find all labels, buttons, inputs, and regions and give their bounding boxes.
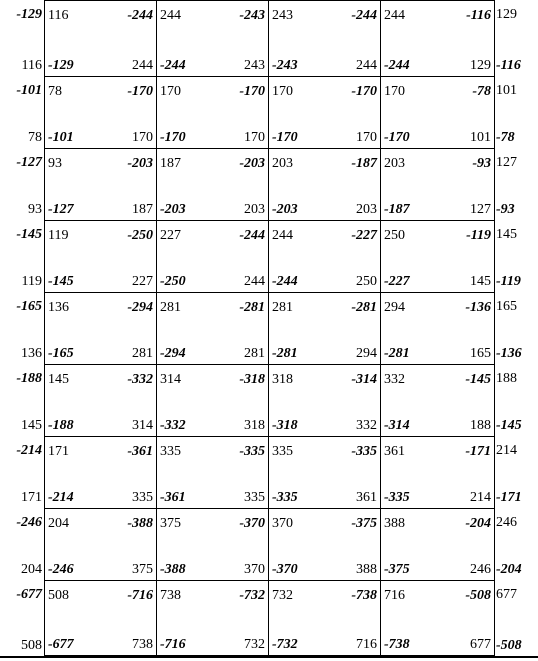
cell-value-tl: 203 xyxy=(384,156,405,171)
cell-value-bl: -170 xyxy=(160,130,186,145)
cell-value-tr: -281 xyxy=(239,300,265,315)
cell-value-tl: 244 xyxy=(384,8,405,23)
grid-cell xyxy=(156,148,269,220)
cell-value-bl: 136 xyxy=(21,346,42,361)
cell-value-tr: -294 xyxy=(127,300,153,315)
cell-value-tl: 93 xyxy=(48,156,62,171)
cell-value-bl: 119 xyxy=(21,274,42,289)
cell-value-tl: 375 xyxy=(160,516,181,531)
cell-value-bl: -170 xyxy=(272,130,298,145)
right-edge-cell xyxy=(494,364,538,436)
cell-value-tr: -119 xyxy=(466,228,491,243)
grid-cell xyxy=(380,220,495,292)
cell-value-bl: -246 xyxy=(48,562,74,577)
cell-value-bl: -243 xyxy=(272,58,298,73)
cell-value-tl: 145 xyxy=(48,372,69,387)
cell-value-br: 244 xyxy=(356,58,377,73)
grid-cell xyxy=(156,76,269,148)
cell-value-br: 246 xyxy=(470,562,491,577)
cell-value-tl: -246 xyxy=(16,515,42,530)
cell-value-tl: 246 xyxy=(496,515,517,530)
left-edge-cell xyxy=(0,220,44,292)
cell-value-bl: -332 xyxy=(160,418,186,433)
right-edge-cell xyxy=(494,220,538,292)
cell-value-tl: 738 xyxy=(160,588,181,603)
left-edge-cell xyxy=(0,76,44,148)
grid-cell xyxy=(268,364,381,436)
cell-value-tl: 170 xyxy=(160,84,181,99)
cell-value-bl: -732 xyxy=(272,637,298,652)
cell-value-bl: -370 xyxy=(272,562,298,577)
cell-value-tl: 716 xyxy=(384,588,405,603)
grid-cell xyxy=(44,580,157,656)
cell-value-tl: 370 xyxy=(272,516,293,531)
cell-value-br: 318 xyxy=(244,418,265,433)
cell-value-bl: -361 xyxy=(160,490,186,505)
right-edge-cell xyxy=(494,0,538,76)
cell-value-bl: -136 xyxy=(496,346,522,361)
cell-value-bl: -119 xyxy=(496,274,521,289)
cell-value-tr: -203 xyxy=(239,156,265,171)
cell-value-bl: -677 xyxy=(48,637,74,652)
cell-value-tl: 361 xyxy=(384,444,405,459)
cell-value-tr: -375 xyxy=(351,516,377,531)
cell-value-bl: -187 xyxy=(384,202,410,217)
left-edge-cell xyxy=(0,292,44,364)
cell-value-tl: 281 xyxy=(160,300,181,315)
grid-cell xyxy=(44,292,157,364)
grid-cell xyxy=(380,436,495,508)
cell-value-bl: -145 xyxy=(48,274,74,289)
cell-value-br: 716 xyxy=(356,637,377,652)
cell-value-tr: -203 xyxy=(127,156,153,171)
cell-value-tr: -244 xyxy=(127,8,153,23)
cell-value-br: 165 xyxy=(470,346,491,361)
cell-value-tr: -732 xyxy=(239,588,265,603)
grid-cell xyxy=(44,76,157,148)
cell-value-tl: 244 xyxy=(160,8,181,23)
right-edge-cell xyxy=(494,76,538,148)
grid-cell xyxy=(380,580,495,656)
cell-value-bl: -250 xyxy=(160,274,186,289)
grid-cell xyxy=(268,0,381,76)
cell-value-tr: -78 xyxy=(472,84,491,99)
cell-value-br: 243 xyxy=(244,58,265,73)
cell-value-bl: -116 xyxy=(496,58,521,73)
grid-cell xyxy=(156,364,269,436)
cell-value-bl: 145 xyxy=(21,418,42,433)
cell-value-tr: -281 xyxy=(351,300,377,315)
cell-value-bl: -203 xyxy=(160,202,186,217)
cell-value-tl: 78 xyxy=(48,84,62,99)
cell-value-br: 738 xyxy=(132,637,153,652)
cell-value-tr: -170 xyxy=(351,84,377,99)
cell-value-br: 314 xyxy=(132,418,153,433)
grid-cell xyxy=(268,580,381,656)
grid-cell xyxy=(44,508,157,580)
cell-value-bl: -214 xyxy=(48,490,74,505)
cell-value-tr: -145 xyxy=(465,372,491,387)
cell-value-tl: -214 xyxy=(16,443,42,458)
cell-value-tr: -361 xyxy=(127,444,153,459)
cell-value-tl: -101 xyxy=(16,83,42,98)
cell-value-tl: 388 xyxy=(384,516,405,531)
cell-value-br: 129 xyxy=(470,58,491,73)
cell-value-tl: 508 xyxy=(48,588,69,603)
cell-value-tl: 187 xyxy=(160,156,181,171)
cell-value-tr: -171 xyxy=(465,444,491,459)
cell-value-tl: -129 xyxy=(16,7,42,22)
cell-value-bl: 116 xyxy=(21,58,42,73)
cell-value-tr: -227 xyxy=(351,228,377,243)
cell-value-tl: 165 xyxy=(496,299,517,314)
cell-value-tl: 318 xyxy=(272,372,293,387)
cell-value-tl: 116 xyxy=(48,8,69,23)
cell-value-tl: 171 xyxy=(48,444,69,459)
cell-value-bl: 78 xyxy=(28,130,42,145)
cell-value-tl: 227 xyxy=(160,228,181,243)
cell-value-br: 127 xyxy=(470,202,491,217)
cell-value-br: 250 xyxy=(356,274,377,289)
grid-cell xyxy=(380,76,495,148)
cell-value-tr: -335 xyxy=(351,444,377,459)
grid-cell xyxy=(44,148,157,220)
grid-cell xyxy=(44,0,157,76)
cell-value-tl: 101 xyxy=(496,83,517,98)
cell-value-bl: -738 xyxy=(384,637,410,652)
left-edge-cell xyxy=(0,364,44,436)
cell-value-bl: -244 xyxy=(272,274,298,289)
cell-value-br: 281 xyxy=(132,346,153,361)
cell-value-br: 170 xyxy=(244,130,265,145)
grid-cell xyxy=(44,220,157,292)
cell-value-bl: 93 xyxy=(28,202,42,217)
cell-value-bl: -716 xyxy=(160,637,186,652)
cell-value-tr: -332 xyxy=(127,372,153,387)
cell-value-bl: -188 xyxy=(48,418,74,433)
cell-value-tl: 170 xyxy=(272,84,293,99)
cell-value-bl: -335 xyxy=(384,490,410,505)
cell-value-bl: 508 xyxy=(21,638,42,653)
cell-value-br: 732 xyxy=(244,637,265,652)
cell-value-br: 361 xyxy=(356,490,377,505)
cell-value-br: 244 xyxy=(244,274,265,289)
cell-value-bl: -204 xyxy=(496,562,522,577)
cell-value-bl: 171 xyxy=(21,490,42,505)
grid-cell xyxy=(380,292,495,364)
grid-cell xyxy=(380,364,495,436)
cell-value-tl: -145 xyxy=(16,227,42,242)
grid-cell xyxy=(156,436,269,508)
cell-value-tl: 119 xyxy=(48,228,69,243)
cell-value-tr: -508 xyxy=(465,588,491,603)
grid-cell xyxy=(380,0,495,76)
cell-value-tr: -318 xyxy=(239,372,265,387)
cell-value-bl: -375 xyxy=(384,562,410,577)
cell-value-tr: -370 xyxy=(239,516,265,531)
cell-value-br: 370 xyxy=(244,562,265,577)
cell-value-tr: -388 xyxy=(127,516,153,531)
left-edge-cell xyxy=(0,0,44,76)
grid-cell xyxy=(156,0,269,76)
grid-cell xyxy=(156,292,269,364)
cell-value-br: 677 xyxy=(470,637,491,652)
cell-value-tr: -244 xyxy=(351,8,377,23)
cell-value-tl: 127 xyxy=(496,155,517,170)
cell-value-br: 170 xyxy=(132,130,153,145)
cell-value-tl: 244 xyxy=(272,228,293,243)
cell-value-bl: -281 xyxy=(384,346,410,361)
cell-value-bl: -244 xyxy=(384,58,410,73)
cell-value-tl: 250 xyxy=(384,228,405,243)
cell-value-tr: -716 xyxy=(127,588,153,603)
cell-value-tl: 243 xyxy=(272,8,293,23)
cell-value-bl: -314 xyxy=(384,418,410,433)
cell-value-bl: -335 xyxy=(272,490,298,505)
cell-value-tl: 335 xyxy=(272,444,293,459)
cell-value-tl: 214 xyxy=(496,443,517,458)
cell-value-tr: -204 xyxy=(465,516,491,531)
cell-value-bl: -78 xyxy=(496,130,515,145)
cell-value-tl: 204 xyxy=(48,516,69,531)
cell-value-tl: 281 xyxy=(272,300,293,315)
grid-cell xyxy=(380,508,495,580)
right-edge-cell xyxy=(494,580,538,656)
cell-value-tr: -250 xyxy=(127,228,153,243)
cell-value-tl: -165 xyxy=(16,299,42,314)
cell-value-br: 203 xyxy=(356,202,377,217)
cell-value-bl: -171 xyxy=(496,490,522,505)
left-edge-cell xyxy=(0,148,44,220)
cell-value-bl: -281 xyxy=(272,346,298,361)
right-edge-cell xyxy=(494,508,538,580)
cell-value-br: 227 xyxy=(132,274,153,289)
cell-value-tl: 294 xyxy=(384,300,405,315)
cell-value-tr: -738 xyxy=(351,588,377,603)
grid-cell xyxy=(44,364,157,436)
grid-cell xyxy=(268,220,381,292)
cell-value-tr: -243 xyxy=(239,8,265,23)
cell-value-bl: -227 xyxy=(384,274,410,289)
cell-value-tl: 314 xyxy=(160,372,181,387)
cell-value-br: 170 xyxy=(356,130,377,145)
cell-value-br: 335 xyxy=(132,490,153,505)
cell-value-tl: 136 xyxy=(48,300,69,315)
cell-value-tr: -244 xyxy=(239,228,265,243)
cell-value-tl: -127 xyxy=(16,155,42,170)
grid-cell xyxy=(268,148,381,220)
grid-cell xyxy=(156,220,269,292)
cell-value-br: 388 xyxy=(356,562,377,577)
cell-value-tr: -116 xyxy=(466,8,491,23)
cell-value-bl: -388 xyxy=(160,562,186,577)
right-edge-cell xyxy=(494,292,538,364)
cell-value-br: 188 xyxy=(470,418,491,433)
cell-value-tl: -677 xyxy=(16,587,42,602)
cell-value-br: 244 xyxy=(132,58,153,73)
cell-value-tr: -93 xyxy=(472,156,491,171)
cell-value-br: 187 xyxy=(132,202,153,217)
cell-value-br: 294 xyxy=(356,346,377,361)
cell-value-br: 214 xyxy=(470,490,491,505)
cell-value-br: 145 xyxy=(470,274,491,289)
cell-value-bl: -170 xyxy=(384,130,410,145)
cell-value-tl: 677 xyxy=(496,587,517,602)
cell-value-br: 332 xyxy=(356,418,377,433)
cell-value-bl: -127 xyxy=(48,202,74,217)
cell-value-bl: 204 xyxy=(21,562,42,577)
cell-value-bl: -508 xyxy=(496,638,522,653)
cell-value-tr: -335 xyxy=(239,444,265,459)
cell-value-bl: -165 xyxy=(48,346,74,361)
cell-value-tl: -188 xyxy=(16,371,42,386)
cell-value-tr: -187 xyxy=(351,156,377,171)
cell-value-bl: -244 xyxy=(160,58,186,73)
cell-value-tr: -170 xyxy=(127,84,153,99)
cell-value-bl: -93 xyxy=(496,202,515,217)
grid-cell xyxy=(380,148,495,220)
cell-value-bl: -203 xyxy=(272,202,298,217)
cell-value-tl: 188 xyxy=(496,371,517,386)
cell-value-tl: 145 xyxy=(496,227,517,242)
left-edge-cell xyxy=(0,508,44,580)
grid-cell xyxy=(268,508,381,580)
cell-value-tl: 332 xyxy=(384,372,405,387)
left-edge-cell xyxy=(0,436,44,508)
cell-value-br: 101 xyxy=(470,130,491,145)
cell-value-tr: -170 xyxy=(239,84,265,99)
cell-value-bl: -294 xyxy=(160,346,186,361)
grid-cell xyxy=(44,436,157,508)
left-edge-cell xyxy=(0,580,44,656)
grid-cell xyxy=(268,436,381,508)
cell-value-tr: -314 xyxy=(351,372,377,387)
grid-cell xyxy=(268,292,381,364)
cell-value-bl: -101 xyxy=(48,130,74,145)
cell-value-br: 281 xyxy=(244,346,265,361)
grid-cell xyxy=(156,580,269,656)
cell-value-tl: 732 xyxy=(272,588,293,603)
cell-value-br: 203 xyxy=(244,202,265,217)
grid-cell xyxy=(268,76,381,148)
cell-value-tl: 203 xyxy=(272,156,293,171)
cell-value-tl: 335 xyxy=(160,444,181,459)
cell-value-br: 335 xyxy=(244,490,265,505)
cell-value-tr: -136 xyxy=(465,300,491,315)
grid-cell xyxy=(156,508,269,580)
bottom-rule xyxy=(0,656,538,658)
cell-value-tl: 129 xyxy=(496,7,517,22)
cell-value-bl: -145 xyxy=(496,418,522,433)
cell-value-tl: 170 xyxy=(384,84,405,99)
right-edge-cell xyxy=(494,436,538,508)
cell-value-bl: -129 xyxy=(48,58,74,73)
right-edge-cell xyxy=(494,148,538,220)
cell-value-br: 375 xyxy=(132,562,153,577)
cell-value-bl: -318 xyxy=(272,418,298,433)
